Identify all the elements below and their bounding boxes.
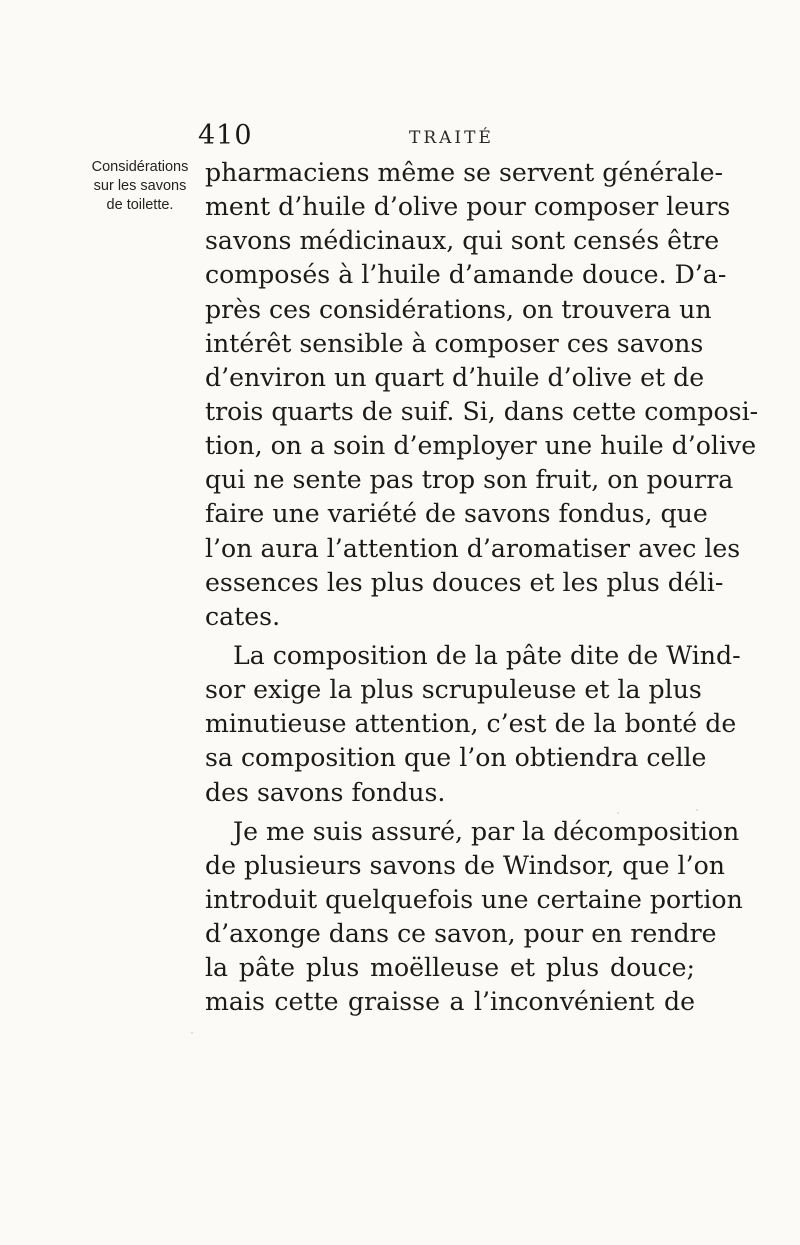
body-line: des savons fondus. xyxy=(205,777,446,807)
margin-note-line: de toilette. xyxy=(106,197,174,213)
body-line: La composition de la pâte dite de Wind- xyxy=(233,640,741,670)
body-line: trois quarts de suif. Si, dans cette composi- xyxy=(205,396,759,426)
body-line: près ces considérations, on trouvera un xyxy=(205,294,712,324)
paper-speck xyxy=(617,812,619,814)
body-line: intérêt sensible à composer ces savons xyxy=(205,328,704,358)
body-line: essences les plus douces et les plus déli- xyxy=(205,567,724,597)
body-line: ment d’huile d’olive pour composer leurs xyxy=(205,192,731,222)
paper-speck xyxy=(191,1032,193,1034)
body-line: qui ne sente pas trop son fruit, on pourra xyxy=(205,465,734,495)
body-line: cates. xyxy=(205,601,281,631)
body-line: tion, on a soin d’employer une huile d’olive xyxy=(205,431,757,461)
body-line: sa composition que l’on obtiendra celle xyxy=(205,743,707,773)
body-line: savons médicinaux, qui sont censés être xyxy=(205,226,720,256)
margin-note xyxy=(84,158,196,215)
body-text xyxy=(205,156,759,1020)
body-line: d’axonge dans ce savon, pour en rendre xyxy=(205,919,717,949)
paper-speck xyxy=(696,809,698,811)
body-line: la pâte plus moëlleuse et plus douce; xyxy=(205,953,695,983)
margin-note-line: sur les savons xyxy=(93,178,187,194)
body-line: pharmaciens même se servent générale- xyxy=(205,158,723,187)
body-line: composés à l’huile d’amande douce. D’a- xyxy=(205,260,727,290)
body-line: mais cette graisse a l’inconvénient de xyxy=(205,987,695,1017)
body-line: d’environ un quart d’huile d’olive et de xyxy=(205,362,705,392)
margin-note-line: Considérations xyxy=(91,159,189,175)
page-number: 410 xyxy=(198,120,253,151)
body-line: de plusieurs savons de Windsor, que l’on xyxy=(205,850,725,880)
running-head: TRAITÉ xyxy=(409,128,494,148)
body-line: sor exige la plus scrupuleuse et la plus xyxy=(205,675,702,705)
body-line: l’on aura l’attention d’aromatiser avec les xyxy=(205,533,741,563)
page-header xyxy=(198,120,698,156)
body-line: faire une variété de savons fondus, que xyxy=(205,499,708,529)
body-line: Je me suis assuré, par la décomposition xyxy=(233,816,740,846)
body-line: minutieuse attention, c’est de la bonté de xyxy=(205,709,737,739)
body-line: introduit quelquefois une certaine portion xyxy=(205,884,743,914)
